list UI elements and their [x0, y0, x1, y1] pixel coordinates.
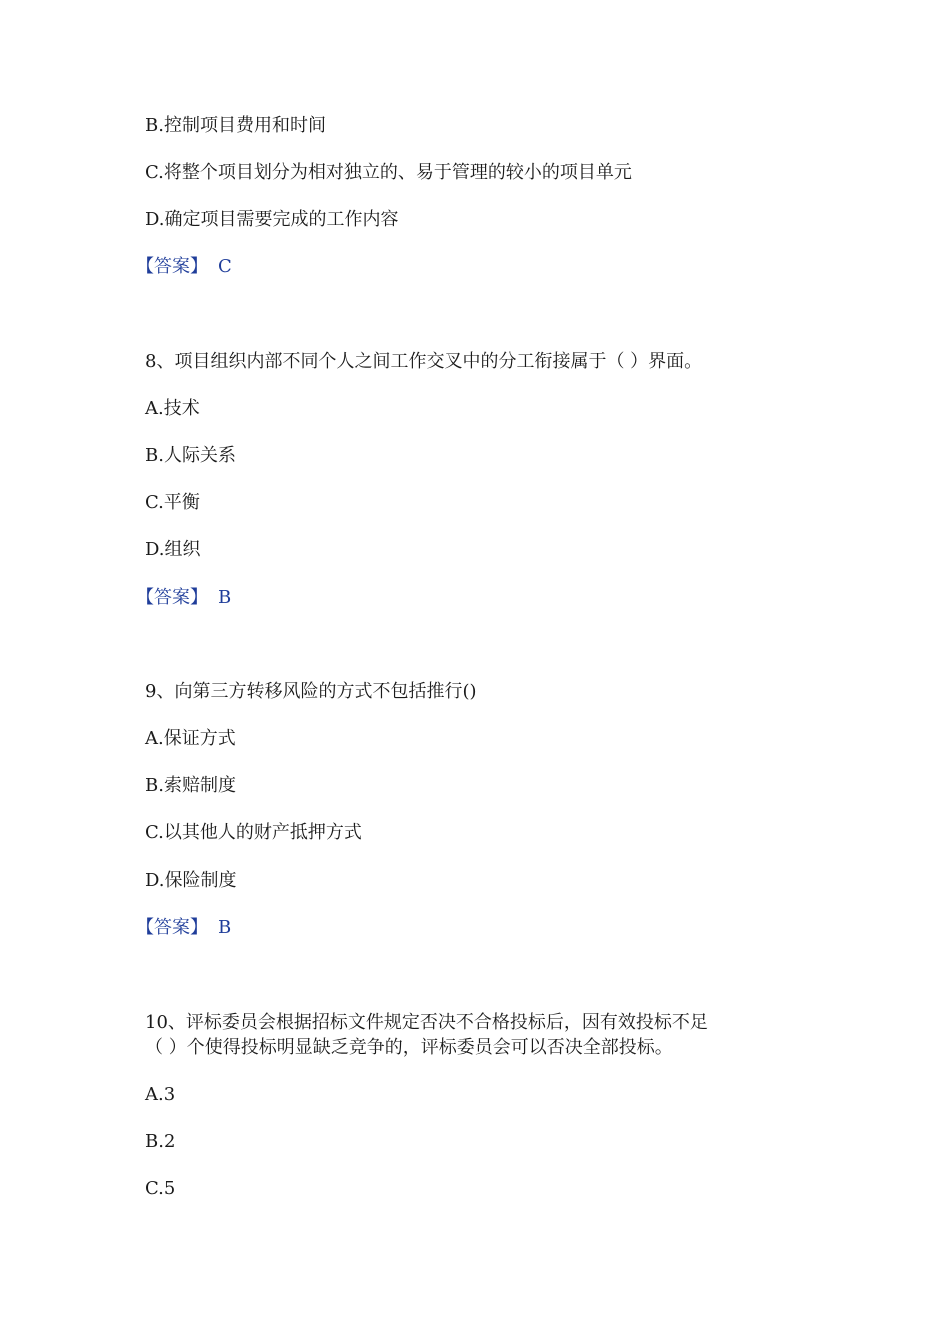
q8-option-a: A.技术 [145, 398, 200, 419]
q7-option-c: C.将整个项目划分为相对独立的、易于管理的较小的项目单元 [145, 162, 632, 183]
q7-option-b: B.控制项目费用和时间 [145, 115, 326, 136]
q8-answer-label: 【答案】 [136, 587, 208, 608]
q8-option-c: C.平衡 [145, 492, 200, 513]
q9-option-a: A.保证方式 [145, 728, 236, 749]
q8-option-d: D.组织 [145, 539, 201, 560]
q9-stem: 9、向第三方转移风险的方式不包括推行() [145, 681, 477, 702]
q8-answer-value: B [218, 587, 232, 608]
q7-option-d: D.确定项目需要完成的工作内容 [145, 209, 399, 230]
q10-option-a: A.3 [145, 1084, 176, 1105]
q10-option-b: B.2 [145, 1131, 176, 1152]
q10-stem-line1: 10、评标委员会根据招标文件规定否决不合格投标后，因有效投标不足 [145, 1012, 708, 1033]
q9-option-c: C.以其他人的财产抵押方式 [145, 822, 362, 843]
q10-stem-line2: （ ）个使得投标明显缺乏竞争的，评标委员会可以否决全部投标。 [145, 1037, 673, 1058]
q7-answer [136, 255, 232, 279]
q8-stem: 8、项目组织内部不同个人之间工作交叉中的分工衔接属于（ ）界面。 [145, 351, 703, 372]
q9-option-b: B.索赔制度 [145, 775, 236, 796]
q9-option-d: D.保险制度 [145, 870, 237, 891]
q8-answer [136, 586, 231, 610]
q9-answer-value: B [218, 917, 232, 938]
q7-answer-label: 【答案】 [136, 256, 208, 277]
q9-answer [136, 916, 231, 940]
q8-option-b: B.人际关系 [145, 445, 236, 466]
q9-answer-label: 【答案】 [136, 917, 208, 938]
q7-answer-value: C [218, 256, 232, 277]
q10-option-c: C.5 [145, 1178, 176, 1199]
